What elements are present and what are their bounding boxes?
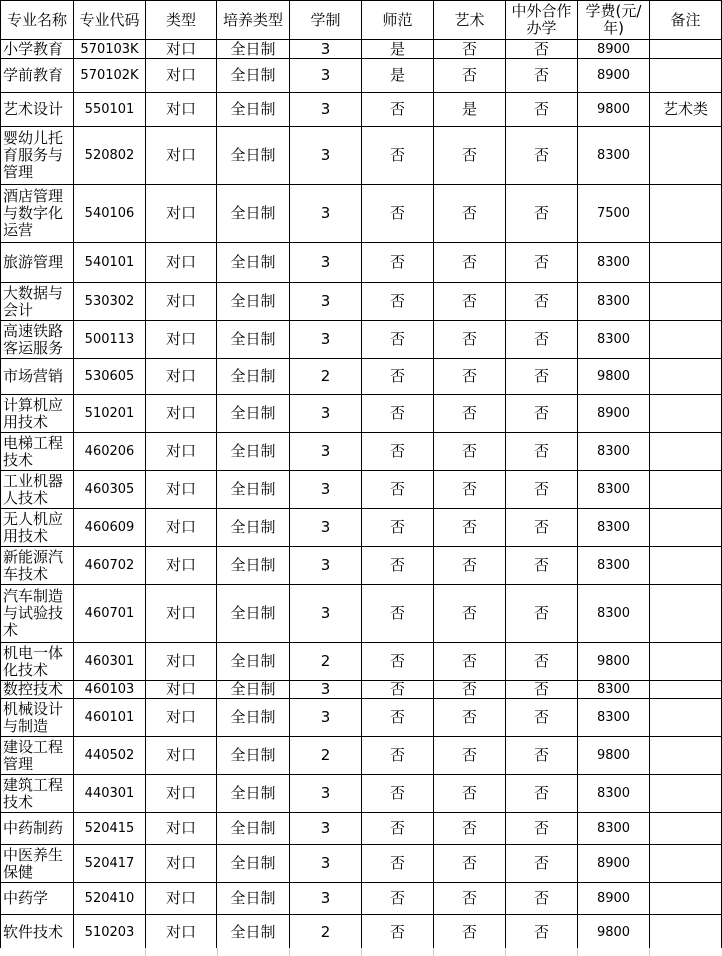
cell-normal: 否 xyxy=(362,93,434,127)
cell-type: 对口 xyxy=(146,59,217,93)
cell-major-name: 电梯工程技术 xyxy=(1,433,74,471)
cell-remarks xyxy=(650,643,722,681)
cell-tuition: 8900 xyxy=(578,395,650,433)
cell-art: 否 xyxy=(434,127,506,185)
cell-type: 对口 xyxy=(146,681,217,699)
cell-duration: 3 xyxy=(290,509,362,547)
cell-art: 否 xyxy=(434,699,506,737)
cell-duration: 3 xyxy=(290,395,362,433)
cell-major-code: 460609 xyxy=(74,509,146,547)
header-major-code: 专业代码 xyxy=(74,1,146,40)
cell-remarks xyxy=(650,395,722,433)
cell-tuition: 8300 xyxy=(578,471,650,509)
cell-major-code: 460101 xyxy=(74,699,146,737)
cell-study-mode: 全日制 xyxy=(217,775,290,813)
table-row xyxy=(1,509,722,547)
cell-type: 对口 xyxy=(146,699,217,737)
cell-type: 对口 xyxy=(146,883,217,915)
header-remarks: 备注 xyxy=(650,1,722,40)
table-row xyxy=(1,93,722,127)
cell-study-mode: 全日制 xyxy=(217,813,290,845)
cell-art: 否 xyxy=(434,737,506,775)
cell-normal: 否 xyxy=(362,813,434,845)
cell-remarks xyxy=(650,59,722,93)
cell-major-name: 中药制药 xyxy=(1,813,74,845)
cell-tuition: 8900 xyxy=(578,40,650,59)
cell-study-mode: 全日制 xyxy=(217,547,290,585)
cell-major-name: 婴幼儿托育服务与管理 xyxy=(1,127,74,185)
header-joint-program: 中外合作办学 xyxy=(506,1,578,40)
cell-duration: 2 xyxy=(290,643,362,681)
cell-study-mode: 全日制 xyxy=(217,643,290,681)
cell-major-name: 数控技术 xyxy=(1,681,74,699)
cell-type: 对口 xyxy=(146,585,217,643)
header-major-name: 专业名称 xyxy=(1,1,74,40)
cell-major-name: 新能源汽车技术 xyxy=(1,547,74,585)
cell-normal: 否 xyxy=(362,185,434,243)
cell-type: 对口 xyxy=(146,321,217,359)
cell-study-mode: 全日制 xyxy=(217,59,290,93)
cell-type: 对口 xyxy=(146,915,217,951)
cell-remarks xyxy=(650,775,722,813)
cell-tuition: 8900 xyxy=(578,883,650,915)
cell-joint-program: 否 xyxy=(506,915,578,951)
cell-normal: 否 xyxy=(362,127,434,185)
cell-normal: 否 xyxy=(362,915,434,951)
cell-study-mode: 全日制 xyxy=(217,509,290,547)
cell-normal: 否 xyxy=(362,775,434,813)
cell-study-mode: 全日制 xyxy=(217,681,290,699)
cell-normal: 否 xyxy=(362,845,434,883)
cell-art: 否 xyxy=(434,547,506,585)
cell-joint-program: 否 xyxy=(506,283,578,321)
cell-remarks xyxy=(650,185,722,243)
cell-major-code: 460301 xyxy=(74,643,146,681)
cell-study-mode: 全日制 xyxy=(217,737,290,775)
cell-duration: 3 xyxy=(290,813,362,845)
cell-joint-program: 否 xyxy=(506,681,578,699)
cell-major-name: 艺术设计 xyxy=(1,93,74,127)
cell-study-mode: 全日制 xyxy=(217,185,290,243)
table-row xyxy=(1,40,722,59)
cell-joint-program: 否 xyxy=(506,395,578,433)
table-row xyxy=(1,585,722,643)
cell-normal: 否 xyxy=(362,509,434,547)
cell-joint-program: 否 xyxy=(506,127,578,185)
cell-duration: 3 xyxy=(290,40,362,59)
cell-tuition: 8300 xyxy=(578,775,650,813)
cell-major-name: 软件技术 xyxy=(1,915,74,951)
cell-joint-program: 否 xyxy=(506,321,578,359)
cell-art: 否 xyxy=(434,359,506,395)
cell-remarks xyxy=(650,547,722,585)
cell-joint-program: 否 xyxy=(506,699,578,737)
cell-art: 否 xyxy=(434,883,506,915)
cell-major-code: 570102K xyxy=(74,59,146,93)
cell-art: 否 xyxy=(434,643,506,681)
table-row xyxy=(1,283,722,321)
sheet-grid-remainder xyxy=(0,948,722,956)
table-row xyxy=(1,547,722,585)
table-row xyxy=(1,737,722,775)
cell-type: 对口 xyxy=(146,283,217,321)
table-row xyxy=(1,883,722,915)
cell-tuition: 9800 xyxy=(578,737,650,775)
cell-type: 对口 xyxy=(146,40,217,59)
cell-type: 对口 xyxy=(146,433,217,471)
cell-tuition: 8300 xyxy=(578,681,650,699)
cell-duration: 3 xyxy=(290,681,362,699)
cell-study-mode: 全日制 xyxy=(217,433,290,471)
cell-major-name: 中药学 xyxy=(1,883,74,915)
cell-study-mode: 全日制 xyxy=(217,127,290,185)
table-row xyxy=(1,775,722,813)
cell-duration: 3 xyxy=(290,471,362,509)
cell-major-code: 540101 xyxy=(74,243,146,283)
cell-tuition: 8300 xyxy=(578,585,650,643)
cell-duration: 3 xyxy=(290,547,362,585)
table-row xyxy=(1,59,722,93)
cell-joint-program: 否 xyxy=(506,185,578,243)
cell-tuition: 8300 xyxy=(578,127,650,185)
cell-remarks xyxy=(650,585,722,643)
cell-art: 否 xyxy=(434,681,506,699)
cell-major-code: 520417 xyxy=(74,845,146,883)
cell-study-mode: 全日制 xyxy=(217,40,290,59)
cell-normal: 否 xyxy=(362,681,434,699)
cell-remarks xyxy=(650,243,722,283)
cell-joint-program: 否 xyxy=(506,243,578,283)
cell-study-mode: 全日制 xyxy=(217,915,290,951)
cell-type: 对口 xyxy=(146,845,217,883)
cell-duration: 3 xyxy=(290,283,362,321)
cell-type: 对口 xyxy=(146,737,217,775)
cell-tuition: 8300 xyxy=(578,813,650,845)
cell-tuition: 8300 xyxy=(578,321,650,359)
header-duration: 学制 xyxy=(290,1,362,40)
cell-major-name: 计算机应用技术 xyxy=(1,395,74,433)
cell-tuition: 8300 xyxy=(578,283,650,321)
cell-major-code: 550101 xyxy=(74,93,146,127)
cell-tuition: 8900 xyxy=(578,59,650,93)
cell-remarks xyxy=(650,509,722,547)
cell-major-code: 460103 xyxy=(74,681,146,699)
cell-art: 否 xyxy=(434,283,506,321)
cell-tuition: 8300 xyxy=(578,699,650,737)
cell-art: 否 xyxy=(434,509,506,547)
cell-normal: 否 xyxy=(362,433,434,471)
cell-remarks xyxy=(650,915,722,951)
cell-study-mode: 全日制 xyxy=(217,471,290,509)
cell-major-name: 大数据与会计 xyxy=(1,283,74,321)
cell-duration: 3 xyxy=(290,127,362,185)
cell-major-code: 520415 xyxy=(74,813,146,845)
cell-art: 否 xyxy=(434,775,506,813)
cell-joint-program: 否 xyxy=(506,471,578,509)
cell-remarks xyxy=(650,321,722,359)
cell-joint-program: 否 xyxy=(506,643,578,681)
cell-type: 对口 xyxy=(146,359,217,395)
cell-major-name: 无人机应用技术 xyxy=(1,509,74,547)
cell-art: 否 xyxy=(434,185,506,243)
cell-major-code: 460701 xyxy=(74,585,146,643)
cell-joint-program: 否 xyxy=(506,433,578,471)
cell-major-name: 建设工程管理 xyxy=(1,737,74,775)
cell-normal: 是 xyxy=(362,59,434,93)
cell-normal: 否 xyxy=(362,737,434,775)
cell-study-mode: 全日制 xyxy=(217,845,290,883)
cell-joint-program: 否 xyxy=(506,813,578,845)
cell-major-name: 机械设计与制造 xyxy=(1,699,74,737)
cell-major-name: 旅游管理 xyxy=(1,243,74,283)
cell-joint-program: 否 xyxy=(506,845,578,883)
table-row xyxy=(1,643,722,681)
table-row xyxy=(1,243,722,283)
cell-duration: 3 xyxy=(290,585,362,643)
cell-major-code: 460702 xyxy=(74,547,146,585)
cell-joint-program: 否 xyxy=(506,509,578,547)
table-row xyxy=(1,185,722,243)
cell-type: 对口 xyxy=(146,127,217,185)
header-study-mode: 培养类型 xyxy=(217,1,290,40)
cell-major-code: 530302 xyxy=(74,283,146,321)
cell-art: 否 xyxy=(434,321,506,359)
cell-type: 对口 xyxy=(146,471,217,509)
cell-study-mode: 全日制 xyxy=(217,359,290,395)
cell-art: 否 xyxy=(434,471,506,509)
cell-duration: 2 xyxy=(290,915,362,951)
cell-remarks xyxy=(650,737,722,775)
cell-duration: 3 xyxy=(290,185,362,243)
cell-remarks xyxy=(650,471,722,509)
cell-major-code: 440502 xyxy=(74,737,146,775)
header-type: 类型 xyxy=(146,1,217,40)
table-row xyxy=(1,395,722,433)
cell-normal: 否 xyxy=(362,359,434,395)
cell-normal: 否 xyxy=(362,883,434,915)
cell-remarks xyxy=(650,845,722,883)
cell-duration: 3 xyxy=(290,321,362,359)
cell-normal: 否 xyxy=(362,321,434,359)
cell-art: 否 xyxy=(434,813,506,845)
header-row xyxy=(1,1,722,40)
cell-duration: 3 xyxy=(290,883,362,915)
cell-type: 对口 xyxy=(146,185,217,243)
cell-major-code: 460305 xyxy=(74,471,146,509)
cell-art: 否 xyxy=(434,40,506,59)
cell-study-mode: 全日制 xyxy=(217,395,290,433)
cell-type: 对口 xyxy=(146,775,217,813)
cell-duration: 3 xyxy=(290,59,362,93)
cell-normal: 否 xyxy=(362,585,434,643)
table-body xyxy=(1,40,722,951)
cell-tuition: 8300 xyxy=(578,509,650,547)
cell-major-code: 510203 xyxy=(74,915,146,951)
cell-art: 否 xyxy=(434,915,506,951)
cell-duration: 3 xyxy=(290,243,362,283)
cell-major-name: 中医养生保健 xyxy=(1,845,74,883)
cell-major-code: 440301 xyxy=(74,775,146,813)
table-row xyxy=(1,699,722,737)
cell-normal: 否 xyxy=(362,471,434,509)
cell-major-name: 高速铁路客运服务 xyxy=(1,321,74,359)
cell-normal: 否 xyxy=(362,243,434,283)
cell-remarks xyxy=(650,883,722,915)
cell-art: 否 xyxy=(434,433,506,471)
cell-major-name: 学前教育 xyxy=(1,59,74,93)
cell-joint-program: 否 xyxy=(506,585,578,643)
table-row xyxy=(1,359,722,395)
cell-study-mode: 全日制 xyxy=(217,243,290,283)
cell-normal: 是 xyxy=(362,40,434,59)
table-row xyxy=(1,813,722,845)
cell-tuition: 8300 xyxy=(578,243,650,283)
cell-type: 对口 xyxy=(146,547,217,585)
cell-study-mode: 全日制 xyxy=(217,283,290,321)
cell-art: 否 xyxy=(434,585,506,643)
table-row xyxy=(1,433,722,471)
cell-remarks xyxy=(650,699,722,737)
cell-major-code: 510201 xyxy=(74,395,146,433)
cell-major-name: 建筑工程技术 xyxy=(1,775,74,813)
cell-remarks xyxy=(650,813,722,845)
cell-major-code: 520410 xyxy=(74,883,146,915)
cell-art: 否 xyxy=(434,243,506,283)
header-art: 艺术 xyxy=(434,1,506,40)
cell-remarks xyxy=(650,283,722,321)
table-row xyxy=(1,471,722,509)
cell-joint-program: 否 xyxy=(506,359,578,395)
cell-major-code: 520802 xyxy=(74,127,146,185)
cell-art: 否 xyxy=(434,59,506,93)
cell-tuition: 8300 xyxy=(578,433,650,471)
cell-remarks xyxy=(650,433,722,471)
cell-type: 对口 xyxy=(146,509,217,547)
cell-type: 对口 xyxy=(146,243,217,283)
cell-major-name: 汽车制造与试验技术 xyxy=(1,585,74,643)
cell-remarks xyxy=(650,40,722,59)
cell-normal: 否 xyxy=(362,283,434,321)
cell-remarks xyxy=(650,359,722,395)
cell-joint-program: 否 xyxy=(506,775,578,813)
cell-tuition: 9800 xyxy=(578,93,650,127)
cell-duration: 2 xyxy=(290,359,362,395)
cell-study-mode: 全日制 xyxy=(217,585,290,643)
cell-normal: 否 xyxy=(362,547,434,585)
cell-art: 是 xyxy=(434,93,506,127)
cell-joint-program: 否 xyxy=(506,93,578,127)
cell-study-mode: 全日制 xyxy=(217,883,290,915)
table-row xyxy=(1,845,722,883)
table-row xyxy=(1,915,722,951)
cell-joint-program: 否 xyxy=(506,40,578,59)
cell-tuition: 9800 xyxy=(578,915,650,951)
cell-duration: 3 xyxy=(290,775,362,813)
cell-major-code: 460206 xyxy=(74,433,146,471)
cell-study-mode: 全日制 xyxy=(217,699,290,737)
cell-type: 对口 xyxy=(146,395,217,433)
cell-joint-program: 否 xyxy=(506,883,578,915)
table-row xyxy=(1,127,722,185)
cell-art: 否 xyxy=(434,845,506,883)
table-row xyxy=(1,681,722,699)
cell-art: 否 xyxy=(434,395,506,433)
cell-remarks: 艺术类 xyxy=(650,93,722,127)
cell-normal: 否 xyxy=(362,395,434,433)
cell-study-mode: 全日制 xyxy=(217,321,290,359)
cell-major-code: 570103K xyxy=(74,40,146,59)
cell-tuition: 9800 xyxy=(578,643,650,681)
cell-major-name: 工业机器人技术 xyxy=(1,471,74,509)
cell-duration: 3 xyxy=(290,699,362,737)
cell-type: 对口 xyxy=(146,643,217,681)
cell-major-code: 500113 xyxy=(74,321,146,359)
cell-normal: 否 xyxy=(362,699,434,737)
cell-tuition: 8300 xyxy=(578,547,650,585)
cell-study-mode: 全日制 xyxy=(217,93,290,127)
cell-duration: 3 xyxy=(290,845,362,883)
cell-tuition: 9800 xyxy=(578,359,650,395)
header-normal: 师范 xyxy=(362,1,434,40)
cell-major-name: 机电一体化技术 xyxy=(1,643,74,681)
cell-major-code: 540106 xyxy=(74,185,146,243)
cell-remarks xyxy=(650,127,722,185)
table-row xyxy=(1,321,722,359)
cell-joint-program: 否 xyxy=(506,737,578,775)
cell-duration: 2 xyxy=(290,737,362,775)
cell-type: 对口 xyxy=(146,93,217,127)
cell-type: 对口 xyxy=(146,813,217,845)
cell-duration: 3 xyxy=(290,433,362,471)
cell-major-code: 530605 xyxy=(74,359,146,395)
header-tuition: 学费(元/年) xyxy=(578,1,650,40)
cell-joint-program: 否 xyxy=(506,59,578,93)
cell-tuition: 8900 xyxy=(578,845,650,883)
cell-major-name: 市场营销 xyxy=(1,359,74,395)
cell-major-name: 小学教育 xyxy=(1,40,74,59)
cell-joint-program: 否 xyxy=(506,547,578,585)
cell-normal: 否 xyxy=(362,643,434,681)
cell-duration: 3 xyxy=(290,93,362,127)
cell-remarks xyxy=(650,681,722,699)
cell-major-name: 酒店管理与数字化运营 xyxy=(1,185,74,243)
cell-tuition: 7500 xyxy=(578,185,650,243)
